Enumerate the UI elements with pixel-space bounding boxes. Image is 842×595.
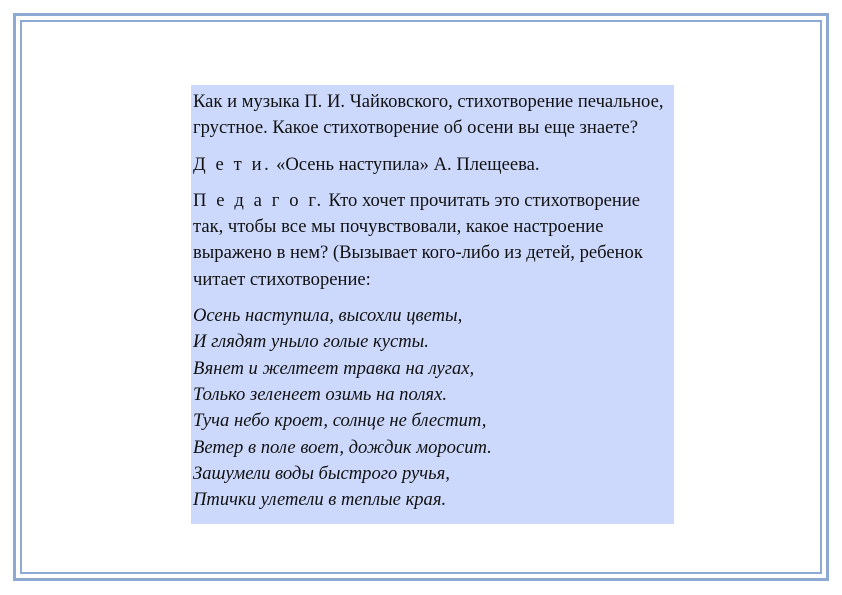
intro-paragraph (193, 89, 674, 142)
speaker-children: Д е т и. (193, 153, 272, 175)
intro-text: Как и музыка П. И. Чайковского, стихотворение печальное, грустное. Какое стихотворение об осени вы еще знаете? (193, 91, 664, 139)
children-reply-paragraph (193, 152, 674, 178)
poem-line: Вянет и желтеет травка на лугах, (193, 357, 475, 379)
poem (193, 303, 674, 513)
poem-line: И глядят уныло голые кусты. (193, 331, 429, 353)
teacher-paragraph (193, 188, 674, 293)
text-box (191, 85, 674, 524)
children-reply-text: «Осень наступила» А. Плещеева. (276, 153, 540, 175)
speaker-teacher: П е д а г о г. (193, 189, 324, 211)
poem-line: Ветер в поле воет, дождик моросит. (193, 436, 492, 458)
poem-line: Зашумели воды быстрого ручья, (193, 462, 450, 484)
poem-line: Туча небо кроет, солнце не блестит, (193, 410, 487, 432)
poem-line: Только зеленеет озимь на полях. (193, 383, 447, 405)
poem-line: Осень наступила, высохли цветы, (193, 305, 463, 327)
poem-line: Птички улетели в теплые края. (193, 489, 447, 511)
teacher-text: Кто хочет прочитать это стихотворение так, чтобы все мы почувствовали, какое настроение выражено в нем? (Вызывает кого-либо из детей, ребенок читает стихотворение: (193, 189, 643, 290)
